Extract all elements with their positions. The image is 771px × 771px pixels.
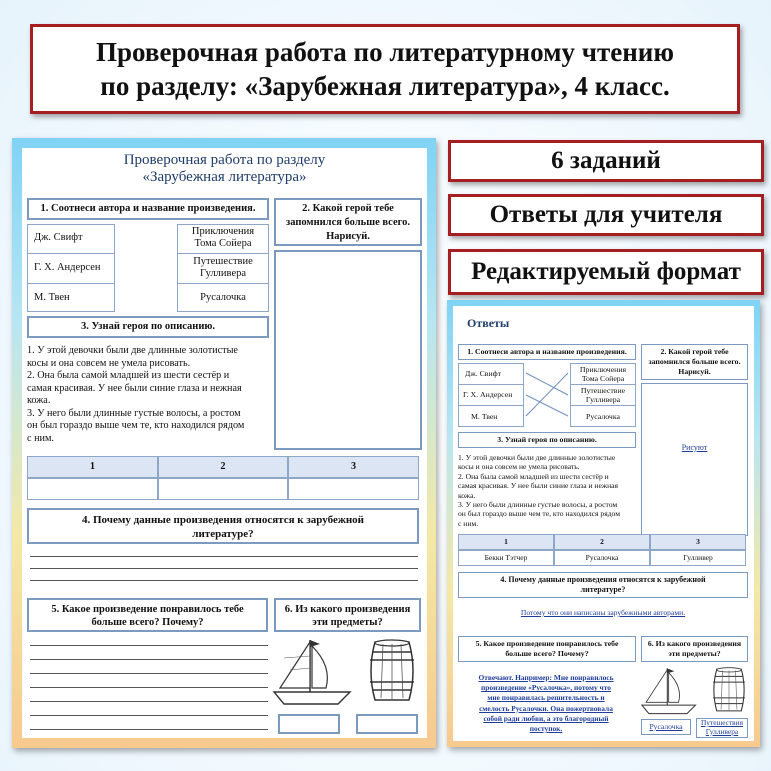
task5-answer-line[interactable] xyxy=(30,715,268,716)
task6-answer-box[interactable] xyxy=(278,714,340,734)
main-title-banner xyxy=(30,24,740,114)
answers-task3-header: 3. Узнай героя по описанию. xyxy=(458,432,636,448)
task5-answer-line[interactable] xyxy=(30,645,268,646)
task5-answer-line[interactable] xyxy=(30,701,268,702)
task1-work: Путешествие Гулливера xyxy=(193,256,253,279)
answers-task1-work: Приключения Тома Сойера xyxy=(579,365,627,383)
answers-paper xyxy=(453,306,754,741)
task5-answer-line[interactable] xyxy=(30,659,268,660)
worksheet-title-line1: Проверочная работа по разделу xyxy=(123,152,326,168)
editable-format-text: Редактируемый формат xyxy=(471,258,741,285)
answers-hero-cell: Бекки Тэтчер xyxy=(458,550,554,566)
worksheet-title xyxy=(22,152,427,186)
teacher-answers-text: Ответы для учителя xyxy=(489,201,723,228)
task3-answer-cell[interactable] xyxy=(158,478,288,500)
answers-barrel-icon xyxy=(711,666,747,714)
task1-author: М. Твен xyxy=(34,292,70,303)
sailboat-icon xyxy=(270,636,355,708)
tasks-count-text: 6 заданий xyxy=(551,147,661,174)
task2-drawing-area[interactable] xyxy=(274,250,422,450)
task4-answer-line[interactable] xyxy=(30,568,418,569)
answers-task1-work: Путешествие Гулливера xyxy=(580,386,626,404)
answers-task4-answer: Потому что они написаны зарубежными авторами. xyxy=(520,608,686,617)
answers-number-cell: 1 xyxy=(458,534,554,550)
answers-divider xyxy=(458,384,524,385)
answers-task5-header: 5. Какое произведение понравилось тебе больше всего? Почему? xyxy=(458,636,636,662)
task5-answer-line[interactable] xyxy=(30,687,268,688)
task5-answer-line[interactable] xyxy=(30,729,268,730)
worksheet-page xyxy=(12,138,436,748)
answers-hero-cell: Гулливер xyxy=(650,550,746,566)
barrel-icon xyxy=(367,638,417,704)
matching-lines xyxy=(524,363,570,427)
answers-divider xyxy=(570,384,636,385)
task1-work: Приключения Тома Сойера xyxy=(191,226,255,249)
answers-task5-answer: Отвечают. Например: Мне понравилось произведение «Русалочка», потому что мне понравилась решительность и смелость Русалочки. Она пожертвовала собой ради любви, а это благородный поступок. xyxy=(478,673,614,734)
task1-divider xyxy=(177,283,269,284)
task3-answer-cell[interactable] xyxy=(27,478,158,500)
answers-draw-note: Рисуют xyxy=(681,443,708,452)
task1-author: Дж. Свифт xyxy=(34,232,83,243)
answers-number-cell: 2 xyxy=(554,534,650,550)
main-title-line2: по разделу: «Зарубежная литература», 4 класс. xyxy=(100,71,670,101)
answers-title: Ответы xyxy=(467,316,510,330)
answers-task6-header: 6. Из какого произведения эти предметы? xyxy=(641,636,748,662)
answers-task1-work: Русалочка xyxy=(586,412,620,421)
task3-number-cell: 2 xyxy=(158,456,288,478)
task4-answer-line[interactable] xyxy=(30,556,418,557)
task2-header: 2. Какой герой тебе запомнился больше всего. Нарисуй. xyxy=(274,198,422,246)
task1-divider xyxy=(27,253,115,254)
task4-answer-line[interactable] xyxy=(30,580,418,581)
task3-header: 3. Узнай героя по описанию. xyxy=(27,316,269,338)
task4-header: 4. Почему данные произведения относятся к зарубежной литературе? xyxy=(27,508,419,544)
task1-header: 1. Соотнеси автора и название произведения. xyxy=(27,198,269,220)
answers-sailboat-icon xyxy=(639,665,699,717)
task1-divider xyxy=(177,253,269,254)
answers-task1-header: 1. Соотнеси автора и название произведения. xyxy=(458,344,636,360)
task5-header: 5. Какое произведение понравилось тебе больше всего? Почему? xyxy=(27,598,268,632)
answers-task4-header: 4. Почему данные произведения относятся к зарубежной литературе? xyxy=(458,572,748,598)
answers-task1-author: М. Твен xyxy=(471,412,498,421)
task3-number-cell: 1 xyxy=(27,456,158,478)
editable-format-badge xyxy=(448,249,764,295)
answers-task3-descriptions: 1. У этой девочки были две длинные золотистые косы и она совсем не умела рисовать. 2. Она была самой младшей из шести сестёр и самая красивая. У нее были синие глаза и нежная кожа. 3. У него были длинные густые волосы, а ростом он был гораздо выше чем те, кто находился рядом с ним. xyxy=(458,453,621,528)
task6-header: 6. Из какого произведения эти предметы? xyxy=(274,598,421,632)
task3-descriptions: 1. У этой девочки были две длинные золотистые косы и она совсем не умела рисовать. 2. Она была самой младшей из шести сестёр и самая красивая. У нее были синие глаза и нежная кожа. 3. У него были длинные густые волосы, а ростом он был гораздо выше чем те, кто находился рядом с ним. xyxy=(27,345,245,444)
answers-number-cell: 3 xyxy=(650,534,746,550)
answers-task2-drawing-area xyxy=(641,383,748,536)
answers-task2-header: 2. Какой герой тебе запомнился больше всего. Нарисуй. xyxy=(641,344,748,380)
tasks-count-badge xyxy=(448,140,764,182)
task3-number-cell: 3 xyxy=(288,456,419,478)
answers-divider xyxy=(458,405,524,406)
answers-task1-author: Дж. Свифт xyxy=(465,369,502,378)
worksheet-title-line2: «Зарубежная литература» xyxy=(142,169,307,185)
teacher-answers-badge xyxy=(448,194,764,236)
answers-page xyxy=(447,300,760,747)
task1-divider xyxy=(27,283,115,284)
task1-author: Г. Х. Андерсен xyxy=(34,262,101,273)
answers-task6-answer: Путешествия Гулливера xyxy=(696,718,748,738)
answers-hero-cell: Русалочка xyxy=(554,550,650,566)
answers-task6-answer: Русалочка xyxy=(641,719,691,735)
answers-task1-author: Г. Х. Андерсен xyxy=(463,390,513,399)
worksheet-paper xyxy=(22,148,427,738)
task6-answer-box[interactable] xyxy=(356,714,418,734)
task1-work: Русалочка xyxy=(200,292,246,303)
task5-answer-line[interactable] xyxy=(30,673,268,674)
main-title-line1: Проверочная работа по литературному чтению xyxy=(96,37,674,67)
task3-answer-cell[interactable] xyxy=(288,478,419,500)
answers-divider xyxy=(570,405,636,406)
